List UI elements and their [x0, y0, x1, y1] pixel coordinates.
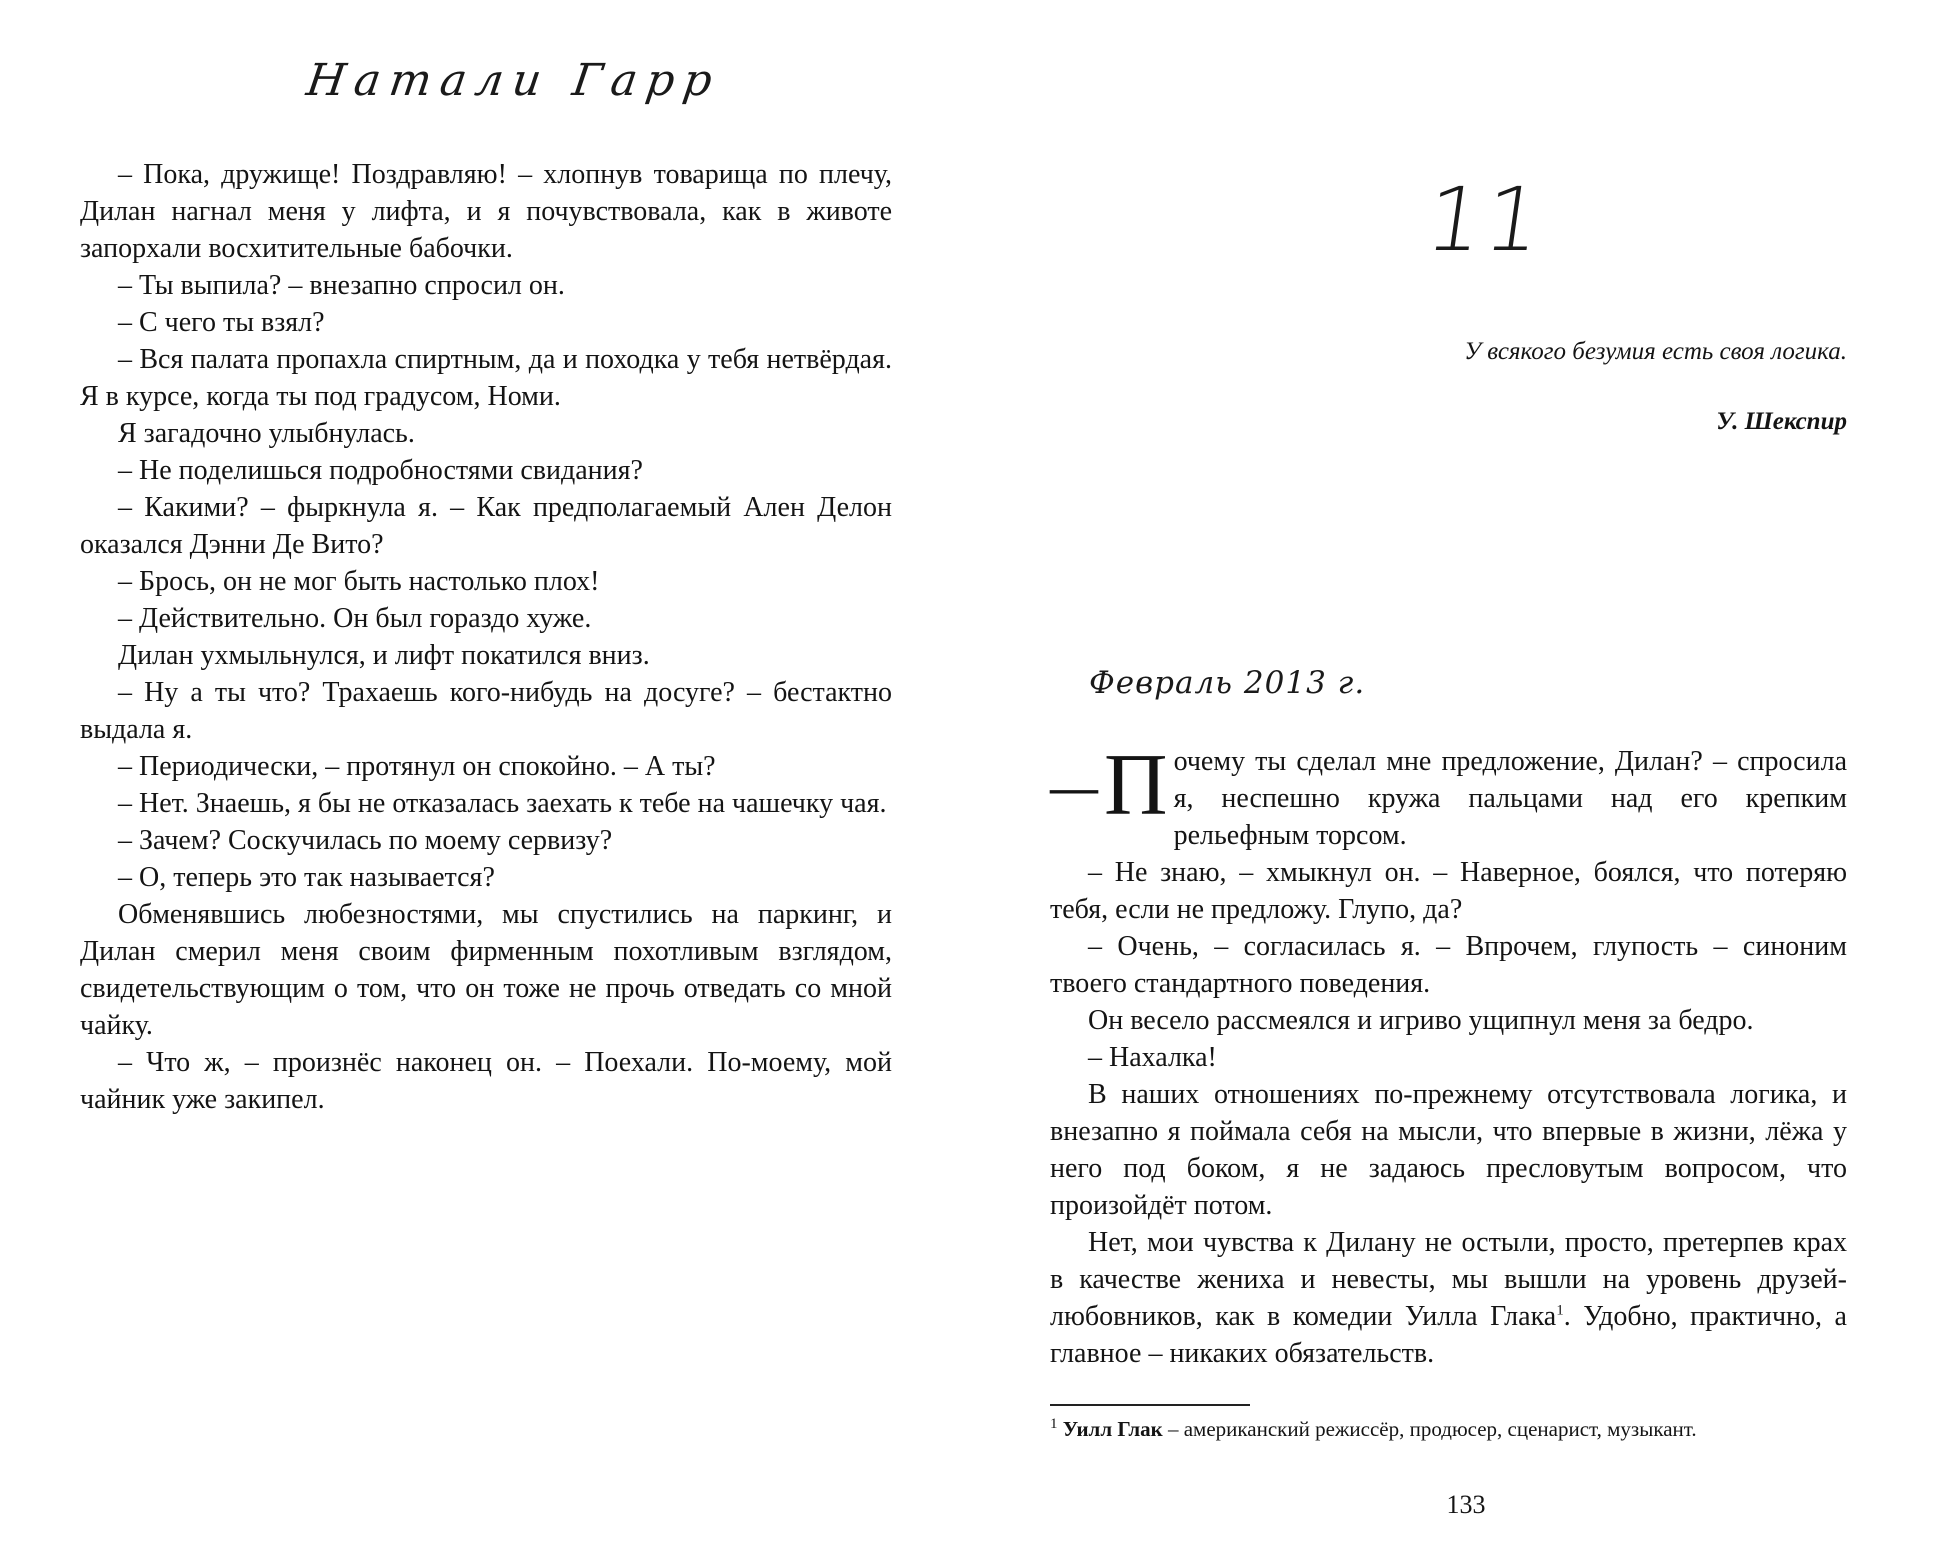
paragraph: Дилан ухмыльнулся, и лифт покатился вниз. — [118, 640, 650, 671]
page-number-text: 133 — [1446, 1490, 1486, 1519]
paragraph: – Очень, – согласилась я. – Впрочем, глупость – синоним твоего стандартного поведения. — [1050, 931, 1847, 999]
opening-text: очему ты сделал мне предложение, Дилан? – спросила я, неспешно кружа пальцами над его крепким рельефным торсом. — [1173, 746, 1847, 851]
paragraph: – Ты выпила? – внезапно спросил он. — [118, 270, 565, 301]
footnote-divider — [1050, 1404, 1250, 1406]
paragraph: – Ну а ты что? Трахаешь кого-нибудь на досуге? – бестактно выдала я. — [80, 677, 892, 745]
epigraph: У всякого безумия есть своя логика. — [1464, 338, 1847, 365]
paragraph: В наших отношениях по-прежнему отсутствовала логика, и внезапно я поймала себя на мысли, что впервые в жизни, лёжа у него под боком, я не задаюсь пресловутым вопросом, что произойдёт потом. — [1050, 1079, 1847, 1221]
paragraph-text-end: . Удобно, практично, а главное – никаких обязательств. — [1050, 1301, 1847, 1369]
paragraph: – Брось, он не мог быть настолько плох! — [118, 566, 600, 597]
paragraph: – Зачем? Соскучилась по моему сервизу? — [118, 825, 613, 856]
paragraph-text: Нет, мои чувства к Дилану не остыли, просто, претерпев крах в качестве жениха и невесты, мы вышли на уровень друзей-любовников, как в комедии Уилла Глака — [1050, 1227, 1847, 1332]
left-page — [0, 0, 977, 1550]
footnote-marker: 1 — [1556, 1302, 1564, 1319]
paragraph-with-footnote — [1050, 1224, 1847, 1372]
epigraph-author: У. Шекспир — [1716, 408, 1847, 435]
paragraph: – Нахалка! — [1088, 1042, 1217, 1073]
page-number — [977, 1490, 1955, 1520]
paragraph: – Не знаю, – хмыкнул он. – Наверное, боялся, что потеряю тебя, если не предложу. Глупо, да? — [1050, 857, 1847, 925]
paragraph: – С чего ты взял? — [118, 307, 325, 338]
paragraph: – Не поделишься подробностями свидания? — [118, 455, 643, 486]
paragraph: – Вся палата пропахла спиртным, да и походка у тебя нетвёрдая. Я в курсе, когда ты под градусом, Номи. — [80, 344, 892, 412]
running-header: Натали Гарр — [303, 55, 725, 106]
paragraph: Я загадочно улыбнулась. — [118, 418, 415, 449]
paragraph: – О, теперь это так называется? — [118, 862, 495, 893]
opening-dash: — — [1050, 761, 1098, 814]
right-page-text — [1050, 737, 1847, 1372]
date-heading: Февраль 2013 г. — [1089, 665, 1366, 701]
chapter-number: 11 — [1419, 168, 1551, 271]
paragraph: Обменявшись любезностями, мы спустились на паркинг, и Дилан смерил меня своим фирменным похотливым взглядом, свидетельствующим о том, что он тоже не прочь отведать со мной чайку. — [80, 899, 892, 1041]
paragraph: – Нет. Знаешь, я бы не отказалась заехать к тебе на чашечку чая. — [118, 788, 887, 819]
paragraph: – Какими? – фыркнула я. – Как предполагаемый Ален Делон оказался Дэнни Де Вито? — [80, 492, 892, 560]
paragraph: Он весело рассмеялся и игриво ущипнул меня за бедро. — [1088, 1005, 1754, 1036]
drop-cap: П — [1104, 737, 1168, 834]
right-page — [977, 0, 1955, 1550]
opening-paragraph — [1050, 737, 1847, 854]
footnote-text: – американский режиссёр, продюсер, сценарист, музыкант. — [1162, 1417, 1697, 1441]
left-page-text — [80, 156, 892, 1118]
footnote-number: 1 — [1050, 1416, 1058, 1432]
paragraph: – Периодически, – протянул он спокойно. – А ты? — [118, 751, 716, 782]
footnote-term: Уилл Глак — [1062, 1417, 1163, 1441]
paragraph: – Действительно. Он был гораздо хуже. — [118, 603, 592, 634]
paragraph: – Пока, дружище! Поздравляю! – хлопнув товарища по плечу, Дилан нагнал меня у лифта, и я почувствовала, как в животе запорхали восхитительные бабочки. — [80, 159, 892, 264]
paragraph: – Что ж, – произнёс наконец он. – Поехали. По-моему, мой чайник уже закипел. — [80, 1047, 892, 1115]
footnote — [1050, 1415, 1850, 1443]
